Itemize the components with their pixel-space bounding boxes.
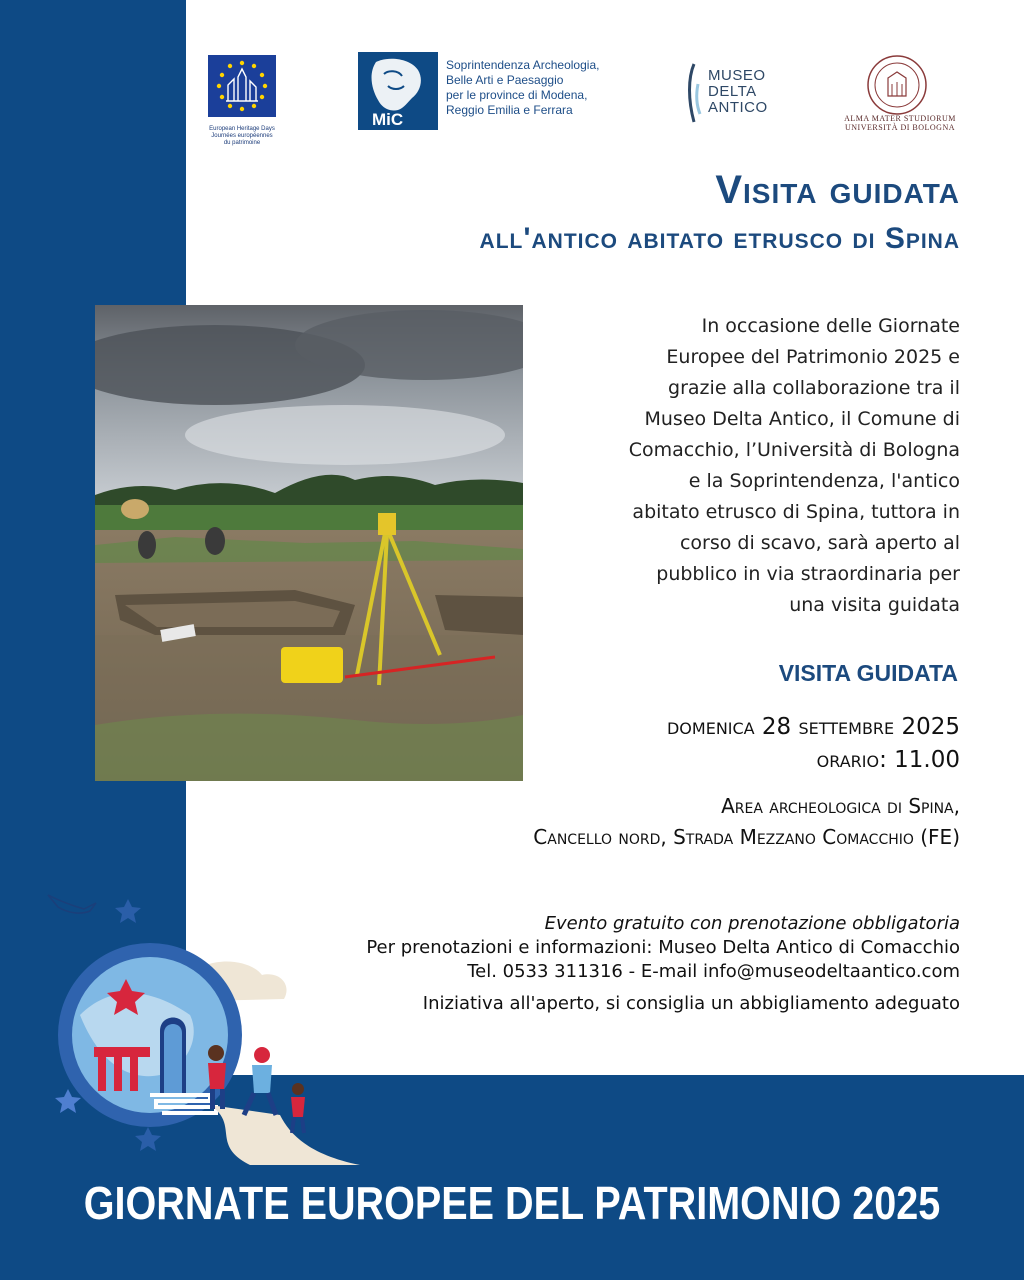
university-seal-icon [866, 54, 928, 116]
mic-acronym: MiC [372, 110, 404, 129]
museo-line: DELTA [708, 83, 757, 100]
intro-line: Museo Delta Antico, il Comune di [644, 408, 960, 430]
event-location-line2: Cancello nord, Strada Mezzano Comacchio (FE) [533, 825, 960, 849]
intro-line: una visita guidata [789, 594, 960, 616]
museo-line: ANTICO [708, 99, 768, 116]
eu-caption-line: European Heritage Days [209, 126, 275, 132]
page-subtitle: all'antico abitato etrusco di Spina [479, 222, 960, 255]
intro-line: corso di scavo, sarà aperto al [679, 532, 960, 554]
sopr-line: per le province di Modena, [446, 88, 588, 102]
page-title: Visita guidata [715, 168, 960, 212]
contact-line[interactable]: Tel. 0533 311316 - E-mail info@museodeltaantico.com [467, 961, 960, 982]
sopr-line: Soprintendenza Archeologia, [446, 58, 600, 72]
intro-line: e la Soprintendenza, l'antico [688, 470, 960, 492]
university-name [836, 114, 964, 132]
sopr-line: Reggio Emilia e Ferrara [446, 103, 573, 117]
event-date: domenica 28 settembre 2025 [666, 714, 960, 740]
intro-line: Europee del Patrimonio 2025 e [666, 346, 960, 368]
intro-line: pubblico in via straordinaria per [656, 563, 960, 585]
intro-line: grazie alla collaborazione tra il [668, 377, 960, 399]
intro-paragraph [580, 311, 960, 621]
unibo-line: ALMA MATER STUDIORUM [844, 114, 956, 123]
heritage-days-illustration [40, 875, 380, 1175]
museo-line: MUSEO [708, 67, 766, 84]
booking-line: Per prenotazioni e informazioni: Museo Delta Antico di Comacchio [366, 937, 960, 958]
excavation-photo [95, 305, 523, 781]
footer-title: GIORNATE EUROPEE DEL PATRIMONIO 2025 [83, 1177, 941, 1229]
intro-line: Comacchio, l’Università di Bologna [628, 439, 960, 461]
free-event-note: Evento gratuito con prenotazione obbligatoria [544, 913, 960, 934]
eu-caption-line: Journées européennes [211, 133, 273, 139]
sopr-line: Belle Arti e Paesaggio [446, 73, 564, 87]
museo-delta-antico-name [708, 68, 768, 116]
intro-line: In occasione delle Giornate [701, 315, 960, 337]
unibo-line: UNIVERSITÀ DI BOLOGNA [844, 123, 956, 132]
event-location-line1: Area archeologica di Spina, [721, 794, 960, 818]
european-heritage-days-logo [208, 55, 276, 117]
intro-line: abitato etrusco di Spina, tuttora in [632, 501, 960, 523]
eu-logo-caption [200, 126, 284, 147]
clothing-advice: Iniziativa all'aperto, si consiglia un abbigliamento adeguato [422, 993, 960, 1014]
event-time: orario: 11.00 [816, 747, 960, 773]
booking-info [366, 912, 960, 1016]
eu-caption-line: du patrimoine [223, 140, 261, 146]
soprintendenza-name [446, 58, 636, 118]
visit-heading: VISITA GUIDATA [778, 660, 958, 686]
